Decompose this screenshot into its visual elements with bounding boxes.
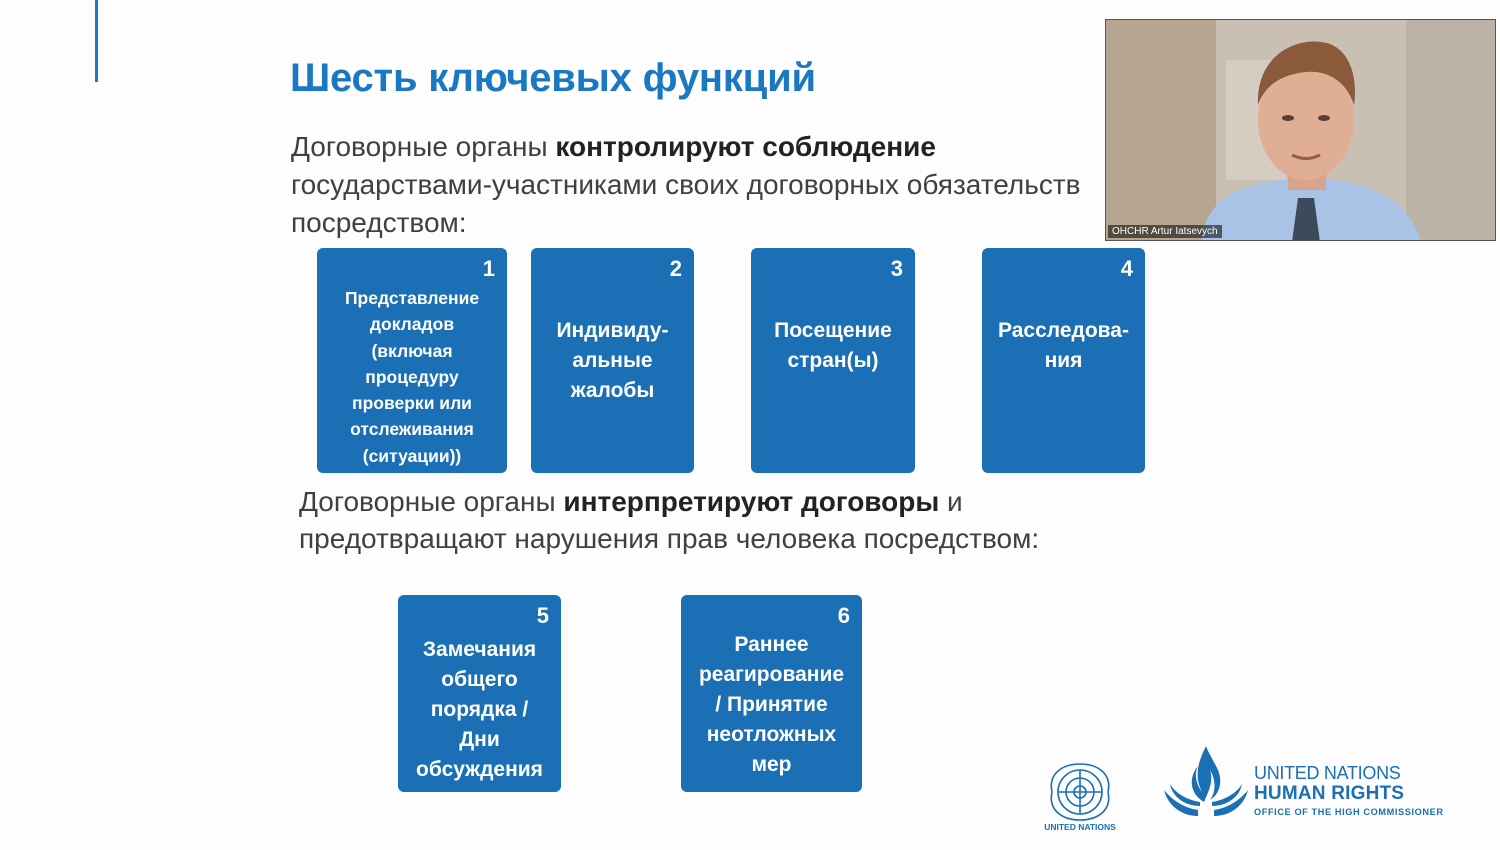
card-label-line: Дни: [459, 728, 500, 751]
participant-video-tile[interactable]: [1105, 19, 1496, 241]
slide-title: Шесть ключевых функций: [290, 56, 816, 100]
function-card-3: [751, 248, 915, 473]
card-label-line: отслеживания: [350, 419, 474, 440]
card-label-line: реагирование: [698, 663, 845, 686]
participant-name-label: OHCHR Artur Iatsevych: [1108, 225, 1222, 238]
card-label: [539, 316, 686, 406]
para1-bold: контролируют соблюдение: [555, 131, 936, 162]
card-label-line: стран(ы): [787, 349, 879, 372]
ohchr-logo-line2: HUMAN RIGHTS: [1254, 783, 1405, 804]
card-label: [759, 316, 907, 376]
card-label-line: Индивиду-: [556, 319, 669, 342]
para2-line2: предотвращают нарушения прав человека посредством:: [299, 523, 1040, 554]
function-card-1: [317, 248, 507, 473]
card-label-line: порядка /: [430, 698, 529, 721]
slide-accent-bar: [95, 0, 98, 82]
card-label-line: (ситуации)): [362, 445, 462, 466]
card-number: 2: [669, 256, 682, 281]
card-label-line: Представление: [344, 288, 480, 308]
intro-paragraph-monitoring: [291, 128, 1121, 248]
para2-text: Договорные органы: [299, 486, 564, 517]
para2-text-end: и: [939, 486, 963, 517]
card-number: 4: [1120, 256, 1133, 281]
card-label-line: ния: [1044, 349, 1083, 372]
card-label-line: обсуждения: [416, 758, 543, 781]
card-label: [406, 635, 553, 785]
flame-hands-icon: [1158, 740, 1254, 830]
function-card-6: [681, 595, 862, 792]
card-label-line: неотложных: [706, 723, 837, 746]
un-logo: [1030, 760, 1130, 835]
card-label-line: (включая: [371, 340, 453, 361]
card-label-line: Замечания: [422, 638, 537, 661]
card-number: 3: [890, 256, 903, 281]
card-label-line: Расследова-: [998, 319, 1129, 342]
function-card-2: [531, 248, 694, 473]
card-label: [689, 630, 854, 780]
card-label-line: проверки или: [352, 393, 472, 414]
card-label-line: мер: [751, 753, 792, 776]
card-label-line: / Принятие: [715, 693, 828, 716]
function-card-4: [982, 248, 1145, 473]
card-label: [990, 316, 1137, 376]
card-label-line: Раннее: [734, 633, 809, 656]
card-label-line: Посещение: [774, 319, 892, 342]
para1-line3: посредством:: [291, 207, 467, 238]
card-number: 1: [482, 256, 495, 281]
card-label-line: альные: [572, 349, 653, 372]
para1-line2: государствами-участниками своих договорных обязательств: [291, 169, 1081, 200]
function-card-5: [398, 595, 561, 792]
intro-paragraph-interpretation: [299, 483, 1199, 557]
ohchr-logo-line3: OFFICE OF THE HIGH COMMISSIONER: [1254, 807, 1444, 817]
un-logo-text: UNITED NATIONS: [1044, 822, 1116, 832]
card-label: [325, 285, 499, 469]
ohchr-logo-line1: UNITED NATIONS: [1254, 763, 1401, 783]
card-label-line: докладов: [369, 314, 455, 335]
para1-text: Договорные органы: [291, 131, 556, 162]
un-emblem-icon: [1030, 760, 1130, 822]
para2-bold: интерпретируют договоры: [563, 486, 940, 517]
card-label-line: процедуру: [365, 366, 459, 387]
card-label-line: общего: [441, 668, 518, 691]
card-number: 6: [837, 603, 850, 628]
card-number: 5: [536, 603, 549, 628]
participant-video-image: [1106, 20, 1496, 241]
ohchr-logo: [1158, 740, 1468, 830]
card-label-line: жалобы: [570, 379, 655, 402]
